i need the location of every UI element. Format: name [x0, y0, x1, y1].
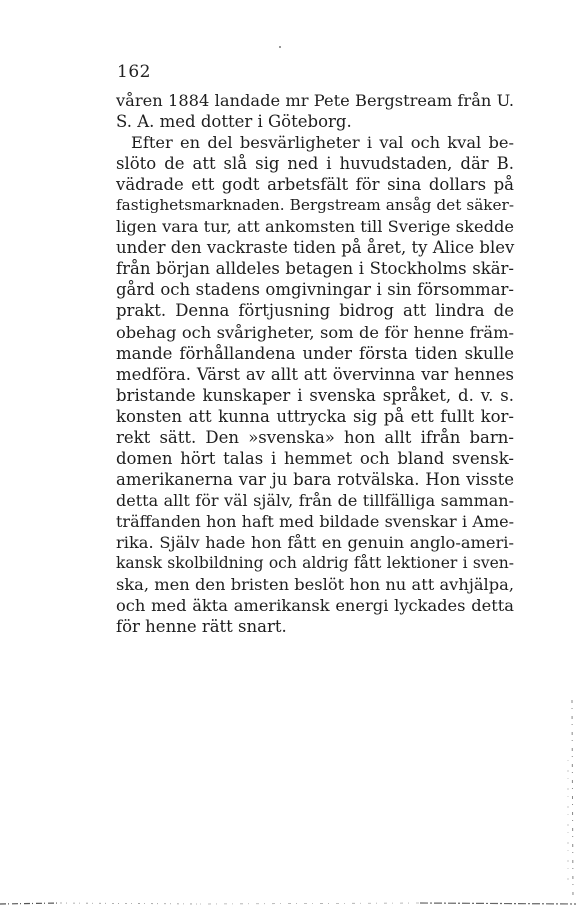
- text-line: S. A. med dotter i Göteborg.: [116, 112, 352, 132]
- text-line: Efter en del besvärligheter i val och kval be-: [131, 133, 514, 153]
- text-line: medföra. Värst av allt att övervinna var hennes: [116, 364, 514, 384]
- text-line: vädrade ett godt arbetsfält för sina dollars på: [116, 175, 514, 195]
- text-line: bristande kunskaper i svenska språket, d. v. s.: [116, 385, 514, 405]
- text-line: fastighetsmarknaden. Bergstream ansåg det säker-: [116, 196, 514, 215]
- text-line: ska, men den bristen beslöt hon nu att avhjälpa,: [116, 575, 514, 595]
- page-number: 162: [117, 62, 151, 82]
- text-line: från början alldeles betagen i Stockholms skär-: [116, 259, 514, 279]
- text-line: ligen vara tur, att ankomsten till Sverige skedde: [116, 217, 514, 237]
- text-line: amerikanerna var ju bara rotvälska. Hon visste: [116, 469, 514, 489]
- text-line: slöto de att slå sig ned i huvudstaden, där B.: [116, 154, 514, 174]
- text-line: för henne rätt snart.: [116, 617, 287, 637]
- text-line: prakt. Denna förtjusning bidrog att lindra de: [116, 301, 514, 321]
- text-line: mande förhållandena under första tiden skulle: [116, 343, 514, 363]
- text-line: detta allt för väl själv, från de tillfälliga samman-: [116, 490, 514, 510]
- scan-right-edge: [560, 700, 576, 900]
- text-line: domen hört talas i hemmet och bland svensk-: [116, 448, 514, 468]
- text-line: gård och stadens omgivningar i sin försommar-: [116, 280, 514, 300]
- text-line: rekt sätt. Den »svenska» hon allt ifrån barn-: [116, 427, 514, 447]
- text-line: rika. Själv hade hon fått en genuin anglo-ameri-: [116, 532, 514, 552]
- text-line: våren 1884 landade mr Pete Bergstream från U.: [116, 91, 514, 110]
- scan-speck: [279, 46, 281, 48]
- text-line: obehag och svårigheter, som de för henne främ-: [116, 322, 514, 342]
- scan-bottom-edge: [0, 900, 576, 908]
- text-line: konsten att kunna uttrycka sig på ett fullt kor-: [116, 406, 514, 426]
- text-line: och med äkta amerikansk energi lyckades detta: [116, 596, 514, 616]
- text-line: träffanden hon haft med bildade svenskar i Ame-: [116, 511, 514, 531]
- text-line: kansk skolbildning och aldrig fått lektioner i sven-: [116, 554, 514, 573]
- text-line: under den vackraste tiden på året, ty Alice blev: [116, 238, 515, 258]
- body-text: [116, 90, 514, 637]
